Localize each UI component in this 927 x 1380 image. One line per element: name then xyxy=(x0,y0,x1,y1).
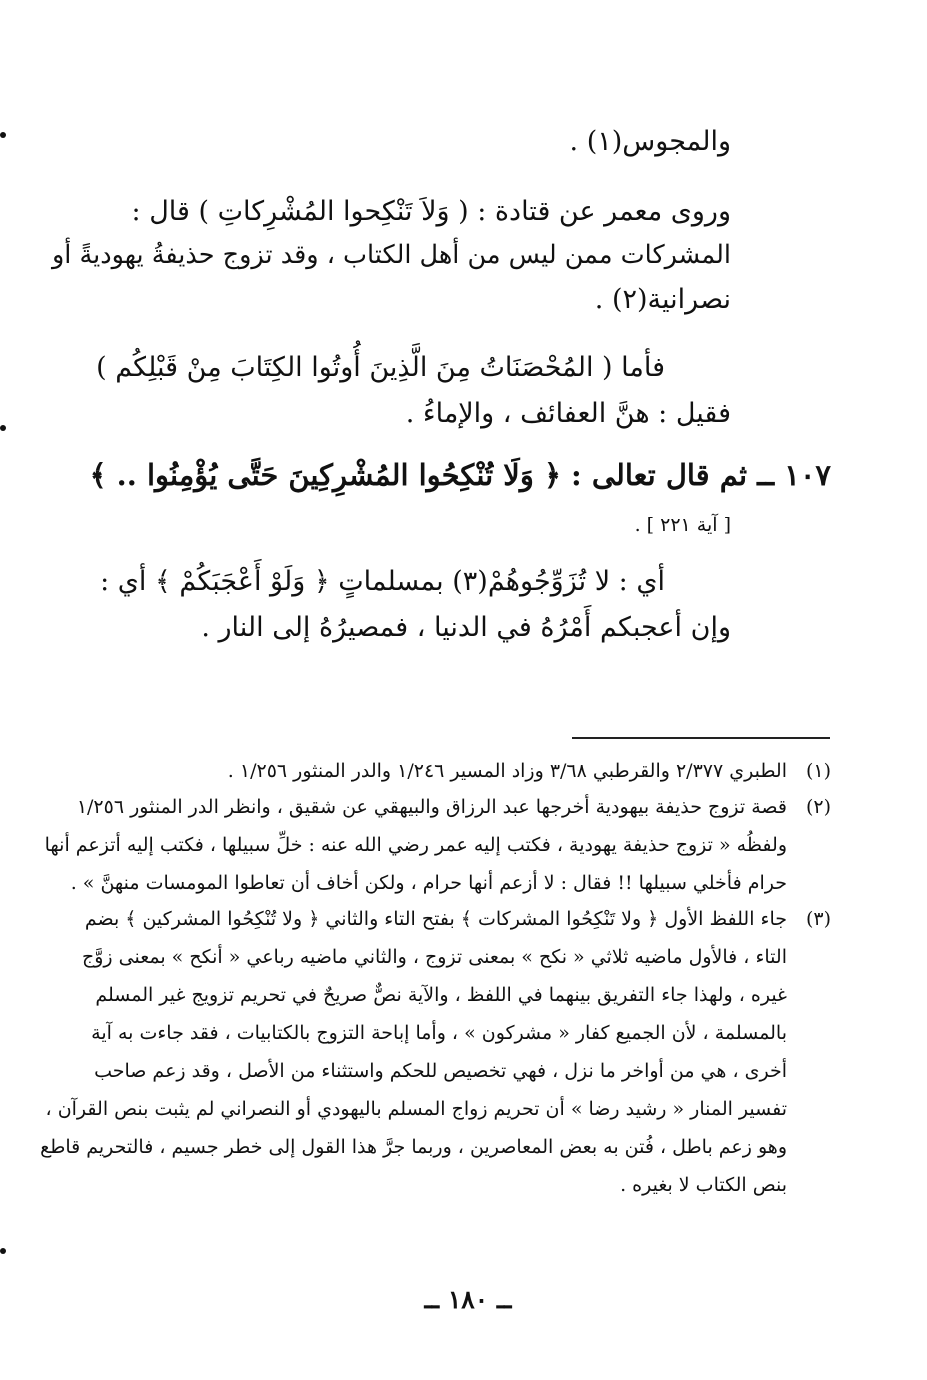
footnote-line: جاء اللفظ الأول ﴿ ولا تَنْكِحُوا المشركات ﴾ بفتح التاء والثاني ﴿ ولا تُنْكِحُوا المشركين ﴾ بضم xyxy=(84,908,787,930)
footnote-line: أخرى ، هي من أواخر ما نزل ، فهي تخصيص للحكم واستثناء من الأصل ، وقد زعم صاحب xyxy=(94,1060,787,1082)
text-line: أي : لا تُزَوِّجُوهُمْ(٣) بمسلماتٍ ﴿ وَلَوْ أَعْجَبَكُمْ ﴾ أي : xyxy=(100,566,665,597)
verse-reference: [ آية ٢٢١ ] . xyxy=(634,514,731,536)
scan-mark xyxy=(0,425,6,431)
footnote-line: تفسير المنار « رشيد رضا » أن تحريم زواج المسلم باليهودي أو النصراني لم يثبت بنص القرآن ، xyxy=(45,1098,787,1120)
scan-mark xyxy=(0,132,6,138)
footnote-line: حرام فأخلي سبيلها !! فقال : لا أزعم أنها حرام ، ولكن أخاف أن تعاطوا المومسات منهنَّ » . xyxy=(70,872,787,894)
footnote-number: (٣) xyxy=(805,908,831,930)
text-line: والمجوس(١) . xyxy=(569,126,731,157)
footnote-separator xyxy=(572,737,830,739)
footnote-number: (١) xyxy=(805,760,831,782)
text-line: وإن أعجبكم أَمْرُهُ في الدنيا ، فمصيرُهُ إلى النار . xyxy=(201,612,731,643)
page-number: ــ ١٨٠ ــ xyxy=(424,1285,512,1314)
footnote-line: بنص الكتاب لا بغيره . xyxy=(620,1174,787,1196)
text-line: فقيل : هنَّ العفائف ، والإماءُ . xyxy=(405,398,731,429)
verse-heading: ١٠٧ ــ ثم قال تعالى : ﴿ وَلَا تُنْكِحُوا المُشْرِكِينَ حَتَّى يُؤْمِنُوا .. ﴾ xyxy=(89,458,831,492)
footnote-line: التاء ، فالأول ماضيه ثلاثي « نكح » بمعنى تزوج ، والثاني ماضيه رباعي « أنكح » بمعنى زوَّج xyxy=(81,946,787,968)
text-line: نصرانية(٢) . xyxy=(594,284,731,315)
scan-mark xyxy=(0,1248,6,1254)
footnote-line: وهو زعم باطل ، فُتن به بعض المعاصرين ، وربما جرَّ هذا القول إلى خطر جسيم ، فالتحريم قاطع xyxy=(40,1136,787,1158)
footnote-line: ولفظُه « تزوج حذيفة يهودية ، فكتب إليه عمر رضي الله عنه : خلِّ سبيلها ، فكتب إليه أتزعم أنها xyxy=(44,834,787,856)
footnote-line: الطبري ٢/٣٧٧ والقرطبي ٣/٦٨ وزاد المسير ١/٢٤٦ والدر المنثور ١/٢٥٦ . xyxy=(227,760,787,782)
text-line: وروى معمر عن قتادة : ( وَلاَ تَنْكِحوا المُشْرِكاتِ ) قال : xyxy=(131,196,731,227)
text-line: المشركات ممن ليس من أهل الكتاب ، وقد تزوج حذيفةُ يهوديةً أو xyxy=(51,240,731,270)
footnote-line: غيره ، ولهذا جاء التفريق بينهما في اللفظ ، والآية نصٌّ صريحٌ في تحريم تزويج غير المسلم xyxy=(95,984,787,1006)
text-line: فأما ( المُحْصَنَاتُ مِنَ الَّذِينَ أُوتُوا الكِتَابَ مِنْ قَبْلِكُم ) xyxy=(96,352,665,383)
footnote-line: بالمسلمة ، لأن الجميع كفار « مشركون » ، وأما إباحة التزوج بالكتابيات ، فقد جاءت به آية xyxy=(91,1022,787,1044)
footnote-line: قصة تزوج حذيفة بيهودية أخرجها عبد الرزاق والبيهقي عن شقيق ، وانظر الدر المنثور ١/٢٥٦ xyxy=(76,796,787,818)
footnote-number: (٢) xyxy=(805,796,831,818)
